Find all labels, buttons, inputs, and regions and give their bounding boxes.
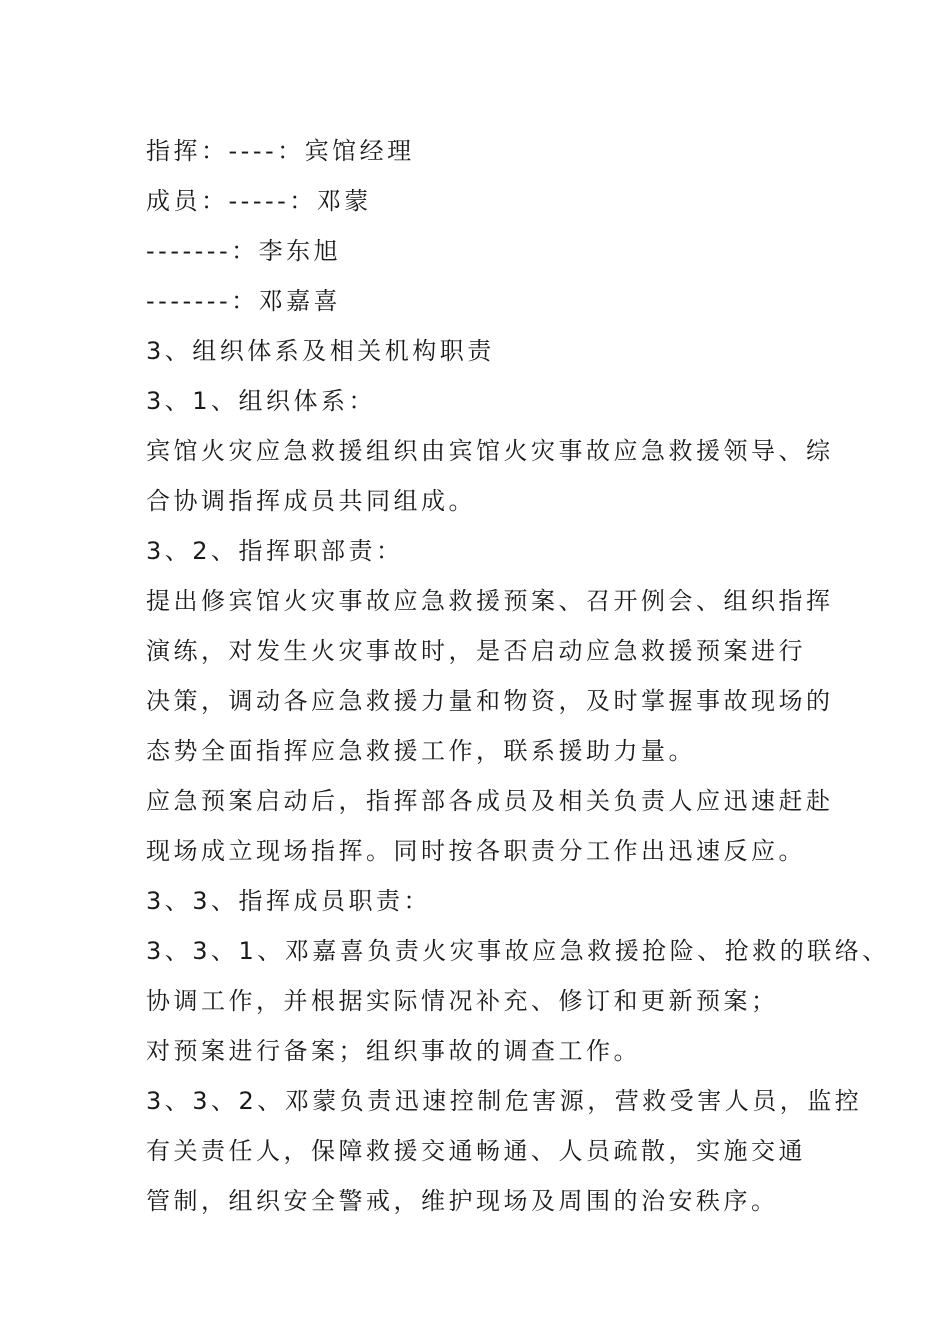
text-line-member-li: -------：李东旭 (146, 237, 342, 265)
paragraph-line: 3、3、1、邓嘉喜负责火灾事故应急救援抢险、抢救的联络、 (146, 937, 890, 965)
paragraph-line: 应急预案启动后，指挥部各成员及相关负责人应迅速赶赴 (146, 787, 834, 815)
paragraph-line: 对预案进行备案；组织事故的调查工作。 (146, 1037, 641, 1065)
section-heading-3-2: 3、2、指挥职部责： (146, 537, 404, 565)
text-line-commander: 指挥：----：宾馆经理 (146, 137, 415, 165)
paragraph-line: 有关责任人，保障救援交通畅通、人员疏散，实施交通 (146, 1137, 806, 1165)
paragraph-line: 态势全面指挥应急救援工作，联系援助力量。 (146, 737, 696, 765)
text-line-members: 成员：-----：邓蒙 (146, 187, 372, 215)
paragraph-line: 决策，调动各应急救援力量和物资，及时掌握事故现场的 (146, 687, 834, 715)
paragraph-line: 演练，对发生火灾事故时，是否启动应急救援预案进行 (146, 637, 806, 665)
paragraph-line: 合协调指挥成员共同组成。 (146, 487, 476, 515)
section-heading-3-1: 3、1、组织体系： (146, 387, 377, 415)
paragraph-line: 管制，组织安全警戒，维护现场及周围的治安秩序。 (146, 1187, 779, 1215)
section-heading-3: 3、组织体系及相关机构职责 (146, 337, 495, 365)
paragraph-line: 3、3、2、邓蒙负责迅速控制危害源，营救受害人员，监控 (146, 1087, 863, 1115)
text-line-member-deng: -------：邓嘉喜 (146, 287, 342, 315)
section-heading-3-3: 3、3、指挥成员职责： (146, 887, 432, 915)
paragraph-line: 协调工作，并根据实际情况补充、修订和更新预案； (146, 987, 779, 1015)
paragraph-line: 宾馆火灾应急救援组织由宾馆火灾事故应急救援领导、综 (146, 437, 834, 465)
paragraph-line: 提出修宾馆火灾事故应急救援预案、召开例会、组织指挥 (146, 587, 834, 615)
paragraph-line: 现场成立现场指挥。同时按各职责分工作出迅速反应。 (146, 837, 806, 865)
